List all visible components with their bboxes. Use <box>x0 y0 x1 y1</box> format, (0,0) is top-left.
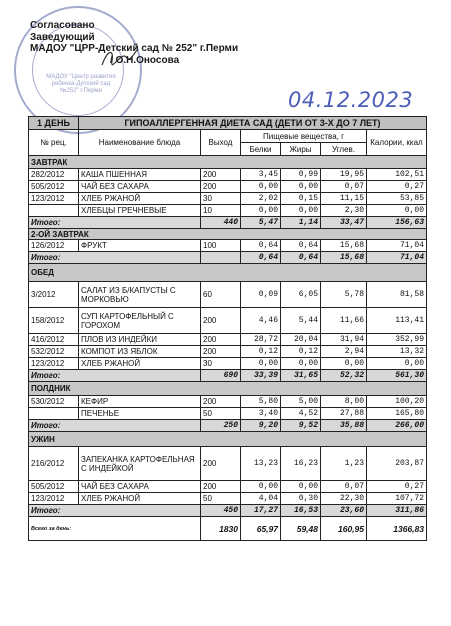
protein-value: 13,23 <box>241 447 281 481</box>
dish-output: 200 <box>201 308 241 334</box>
dish-output: 50 <box>201 408 241 420</box>
dish-row <box>29 334 427 346</box>
fat-value: 4,52 <box>281 408 321 420</box>
total-carbs: 33,47 <box>321 217 367 229</box>
recipe-number <box>29 408 79 420</box>
meal-section-header <box>29 156 427 169</box>
meal-title: 2-ОЙ ЗАВТРАК <box>29 229 427 240</box>
recipe-number: 416/2012 <box>29 334 79 346</box>
protein-value: 5,80 <box>241 396 281 408</box>
approval-position: Заведующий <box>30 31 95 43</box>
meal-total-row <box>29 252 427 264</box>
dish-output: 60 <box>201 282 241 308</box>
dish-row <box>29 181 427 193</box>
fat-value: 0,00 <box>281 181 321 193</box>
dish-name: КЕФИР <box>79 396 201 408</box>
calories-value: 165,80 <box>367 408 427 420</box>
carbs-value: 0,07 <box>321 481 367 493</box>
dish-output: 200 <box>201 396 241 408</box>
grand-total-fat: 59,48 <box>281 517 321 541</box>
dish-output: 200 <box>201 346 241 358</box>
dish-row <box>29 447 427 481</box>
approval-agreed: Согласовано <box>30 20 95 31</box>
menu-table <box>28 116 427 541</box>
fat-value: 0,00 <box>281 358 321 370</box>
dish-row <box>29 205 427 217</box>
calories-value: 71,04 <box>367 240 427 252</box>
total-protein: 0,64 <box>241 252 281 264</box>
grand-total-protein: 65,97 <box>241 517 281 541</box>
calories-value: 13,32 <box>367 346 427 358</box>
meal-total-row <box>29 505 427 517</box>
calories-value: 0,27 <box>367 481 427 493</box>
dish-output: 200 <box>201 481 241 493</box>
dish-row <box>29 282 427 308</box>
dish-row <box>29 193 427 205</box>
carbs-value: 8,00 <box>321 396 367 408</box>
approval-organization: МАДОУ "ЦРР-Детский сад № 252" г.Перми <box>30 43 239 54</box>
recipe-number: 123/2012 <box>29 193 79 205</box>
total-output: 450 <box>201 505 241 517</box>
protein-value: 4,04 <box>241 493 281 505</box>
meal-total-row <box>29 370 427 382</box>
fat-value: 16,23 <box>281 447 321 481</box>
fat-value: 0,64 <box>281 240 321 252</box>
protein-value: 0,00 <box>241 358 281 370</box>
carbs-value: 11,15 <box>321 193 367 205</box>
recipe-number: 158/2012 <box>29 308 79 334</box>
calories-value: 53,85 <box>367 193 427 205</box>
protein-value: 2,02 <box>241 193 281 205</box>
total-label: Итого: <box>29 252 201 264</box>
fat-value: 0,00 <box>281 205 321 217</box>
dish-name: ФРУКТ <box>79 240 201 252</box>
dish-row <box>29 240 427 252</box>
meal-title: УЖИН <box>29 432 427 447</box>
total-carbs: 15,68 <box>321 252 367 264</box>
total-carbs: 23,60 <box>321 505 367 517</box>
recipe-number: 505/2012 <box>29 181 79 193</box>
meal-section-header <box>29 382 427 396</box>
col-name-header: Наименование блюда <box>79 130 201 156</box>
total-protein: 5,47 <box>241 217 281 229</box>
col-recipe-header: № рец. <box>29 130 79 156</box>
calories-value: 107,72 <box>367 493 427 505</box>
meal-total-row <box>29 217 427 229</box>
protein-value: 0,00 <box>241 205 281 217</box>
dish-row <box>29 493 427 505</box>
carbs-value: 11,66 <box>321 308 367 334</box>
dish-name: КОМПОТ ИЗ ЯБЛОК <box>79 346 201 358</box>
total-output: 250 <box>201 420 241 432</box>
dish-output: 200 <box>201 181 241 193</box>
dish-name: ХЛЕБ РЖАНОЙ <box>79 193 201 205</box>
col-protein-header: Белки <box>241 143 281 156</box>
dish-row <box>29 396 427 408</box>
col-calories-header: Калории, ккал <box>367 130 427 156</box>
total-label: Итого: <box>29 505 201 517</box>
protein-value: 0,12 <box>241 346 281 358</box>
total-calories: 561,30 <box>367 370 427 382</box>
col-fat-header: Жиры <box>281 143 321 156</box>
dish-row <box>29 346 427 358</box>
total-fat: 9,52 <box>281 420 321 432</box>
dish-name: ПЛОВ ИЗ ИНДЕЙКИ <box>79 334 201 346</box>
carbs-value: 19,95 <box>321 169 367 181</box>
dish-name: КАША ПШЕННАЯ <box>79 169 201 181</box>
carbs-value: 22,30 <box>321 493 367 505</box>
approval-signatory: / О.Н.Оносова <box>110 54 180 66</box>
dish-output: 10 <box>201 205 241 217</box>
meal-title: ЗАВТРАК <box>29 156 427 169</box>
total-fat: 0,64 <box>281 252 321 264</box>
dish-name: САЛАТ ИЗ Б/КАПУСТЫ С МОРКОВЬЮ <box>79 282 201 308</box>
col-carbs-header: Углев. <box>321 143 367 156</box>
total-fat: 31,65 <box>281 370 321 382</box>
recipe-number: 532/2012 <box>29 346 79 358</box>
meal-section-header <box>29 229 427 240</box>
total-output: 440 <box>201 217 241 229</box>
dish-name: ЧАЙ БЕЗ САХАРА <box>79 481 201 493</box>
total-calories: 311,86 <box>367 505 427 517</box>
dish-output: 30 <box>201 193 241 205</box>
recipe-number <box>29 205 79 217</box>
dish-row <box>29 308 427 334</box>
recipe-number: 505/2012 <box>29 481 79 493</box>
calories-value: 102,51 <box>367 169 427 181</box>
total-protein: 9,20 <box>241 420 281 432</box>
calories-value: 352,99 <box>367 334 427 346</box>
total-calories: 156,63 <box>367 217 427 229</box>
total-fat: 1,14 <box>281 217 321 229</box>
calories-value: 0,27 <box>367 181 427 193</box>
carbs-value: 1,23 <box>321 447 367 481</box>
fat-value: 0,12 <box>281 346 321 358</box>
carbs-value: 27,88 <box>321 408 367 420</box>
grand-total-row <box>29 517 427 541</box>
dish-output: 200 <box>201 334 241 346</box>
carbs-value: 0,00 <box>321 358 367 370</box>
protein-value: 0,00 <box>241 481 281 493</box>
meal-section-header <box>29 264 427 282</box>
fat-value: 5,44 <box>281 308 321 334</box>
meal-title: ОБЕД <box>29 264 427 282</box>
total-label: Итого: <box>29 370 201 382</box>
grand-total-label: Всего за день: <box>29 517 201 541</box>
dish-name: ХЛЕБ РЖАНОЙ <box>79 493 201 505</box>
total-protein: 33,39 <box>241 370 281 382</box>
dish-name: ХЛЕБ РЖАНОЙ <box>79 358 201 370</box>
dish-output: 100 <box>201 240 241 252</box>
fat-value: 0,30 <box>281 493 321 505</box>
carbs-value: 5,78 <box>321 282 367 308</box>
total-output: 690 <box>201 370 241 382</box>
total-carbs: 35,88 <box>321 420 367 432</box>
dish-name: ЧАЙ БЕЗ САХАРА <box>79 181 201 193</box>
recipe-number: 282/2012 <box>29 169 79 181</box>
stamp-text: МАДОУ "Центр развития ребенка-Детский сад №252" г.Перми <box>46 74 116 94</box>
total-calories: 266,00 <box>367 420 427 432</box>
dish-name: ЗАПЕКАНКА КАРТОФЕЛЬНАЯ С ИНДЕЙКОЙ <box>79 447 201 481</box>
total-calories: 71,04 <box>367 252 427 264</box>
col-output-header: Выход <box>201 130 241 156</box>
protein-value: 3,45 <box>241 169 281 181</box>
recipe-number: 123/2012 <box>29 493 79 505</box>
calories-value: 203,87 <box>367 447 427 481</box>
dish-row <box>29 408 427 420</box>
menu-date: 04.12.2023 <box>288 88 414 112</box>
dish-output: 200 <box>201 447 241 481</box>
recipe-number: 530/2012 <box>29 396 79 408</box>
fat-value: 5,00 <box>281 396 321 408</box>
menu-body <box>29 156 427 541</box>
carbs-value: 2,30 <box>321 205 367 217</box>
protein-value: 0,00 <box>241 181 281 193</box>
day-label: 1 ДЕНЬ <box>29 117 79 130</box>
grand-total-calories: 1366,83 <box>367 517 427 541</box>
protein-value: 0,09 <box>241 282 281 308</box>
protein-value: 3,40 <box>241 408 281 420</box>
dish-name: ХЛЕБЦЫ ГРЕЧНЕВЫЕ <box>79 205 201 217</box>
carbs-value: 2,94 <box>321 346 367 358</box>
protein-value: 0,64 <box>241 240 281 252</box>
dish-output: 30 <box>201 358 241 370</box>
meal-title: ПОЛДНИК <box>29 382 427 396</box>
fat-value: 0,15 <box>281 193 321 205</box>
meal-section-header <box>29 432 427 447</box>
carbs-value: 15,68 <box>321 240 367 252</box>
grand-total-carbs: 160,95 <box>321 517 367 541</box>
dish-row <box>29 481 427 493</box>
meal-total-row <box>29 420 427 432</box>
fat-value: 0,99 <box>281 169 321 181</box>
recipe-number: 123/2012 <box>29 358 79 370</box>
dish-output: 50 <box>201 493 241 505</box>
dish-name: СУП КАРТОФЕЛЬНЫЙ С ГОРОХОМ <box>79 308 201 334</box>
calories-value: 81,58 <box>367 282 427 308</box>
carbs-value: 31,94 <box>321 334 367 346</box>
fat-value: 0,00 <box>281 481 321 493</box>
recipe-number: 126/2012 <box>29 240 79 252</box>
total-label: Итого: <box>29 217 201 229</box>
col-nutrients-header: Пищевые вещества, г <box>241 130 367 143</box>
total-output <box>201 252 241 264</box>
dish-row <box>29 169 427 181</box>
dish-name: ПЕЧЕНЬЕ <box>79 408 201 420</box>
grand-total-output: 1830 <box>201 517 241 541</box>
signature <box>100 45 140 70</box>
calories-value: 0,00 <box>367 205 427 217</box>
carbs-value: 0,07 <box>321 181 367 193</box>
recipe-number: 216/2012 <box>29 447 79 481</box>
calories-value: 100,20 <box>367 396 427 408</box>
dish-output: 200 <box>201 169 241 181</box>
fat-value: 20,04 <box>281 334 321 346</box>
dish-row <box>29 358 427 370</box>
diet-title: ГИПОАЛЛЕРГЕННАЯ ДИЕТА САД (ДЕТИ ОТ 3-Х ДО 7 ЛЕТ) <box>79 117 427 130</box>
total-carbs: 52,32 <box>321 370 367 382</box>
fat-value: 6,05 <box>281 282 321 308</box>
total-fat: 16,53 <box>281 505 321 517</box>
protein-value: 4,46 <box>241 308 281 334</box>
total-label: Итого: <box>29 420 201 432</box>
calories-value: 113,41 <box>367 308 427 334</box>
calories-value: 0,00 <box>367 358 427 370</box>
total-protein: 17,27 <box>241 505 281 517</box>
recipe-number: 3/2012 <box>29 282 79 308</box>
protein-value: 28,72 <box>241 334 281 346</box>
